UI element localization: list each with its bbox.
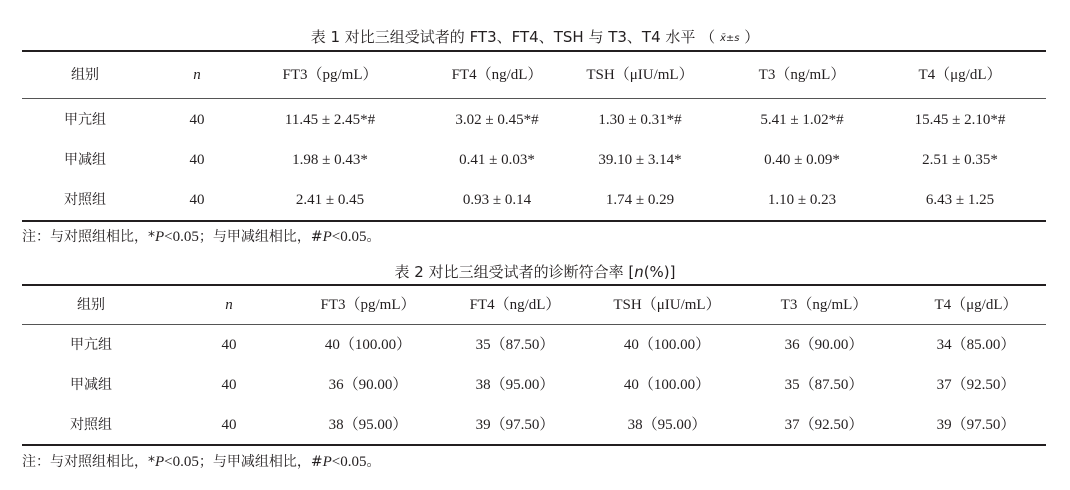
table1-note-p2: P	[322, 229, 332, 245]
table1-header-t3: T3（ng/mL）	[758, 67, 846, 83]
table2-cell-ft3: 40（100.00）	[324, 337, 412, 353]
table2-caption	[0, 261, 1070, 282]
table2-cell-ft3: 38（95.00）	[328, 417, 408, 433]
table-row	[0, 335, 1070, 355]
table1-header-group: 组别	[71, 67, 99, 83]
table1-cell-n: 40	[189, 112, 205, 128]
table1-caption-stat: x̄±s	[719, 33, 740, 44]
table1-caption-open: （	[700, 28, 716, 46]
table1-cell-t4: 15.45 ± 2.10*#	[914, 112, 1006, 128]
table1-cell-t4: 6.43 ± 1.25	[925, 192, 995, 208]
table2-cell-tsh: 40（100.00）	[623, 377, 711, 393]
table1-cell-t3: 1.10 ± 0.23	[767, 192, 837, 208]
table1-note-p1: P	[155, 229, 165, 245]
table1-cell-tsh: 1.74 ± 0.29	[605, 192, 675, 208]
table1-note-end: 。	[366, 229, 381, 245]
table1-cell-t4: 2.51 ± 0.35*	[922, 152, 998, 168]
table1-cell-group: 甲减组	[64, 152, 106, 168]
table1-caption	[0, 26, 1070, 47]
table1-cell-ft3: 11.45 ± 2.45*#	[284, 112, 376, 128]
table1-cell-tsh: 39.10 ± 3.14*	[598, 152, 682, 168]
table2-cell-tsh: 40（100.00）	[623, 337, 711, 353]
table1-note-prefix: 注：与对照组相比，*	[22, 229, 155, 245]
table2-cell-ft4: 39（97.50）	[475, 417, 555, 433]
table2-cell-t4: 39（97.50）	[936, 417, 1016, 433]
table-row	[0, 415, 1070, 435]
table1-cell-ft3: 2.41 ± 0.45	[295, 192, 365, 208]
table2-note-v1: <0.05	[164, 454, 199, 470]
table2-note-v2: <0.05	[331, 454, 367, 470]
table2-note-end: 。	[366, 454, 381, 470]
table1-header-tsh: TSH（μIU/mL）	[586, 67, 694, 83]
table2-note-p1: P	[155, 454, 165, 470]
table2-header-group: 组别	[77, 297, 105, 313]
table-row	[0, 190, 1070, 210]
table1-bottom-rule	[22, 220, 1046, 222]
table2-header-t3: T3（ng/mL）	[780, 297, 868, 313]
table2-cell-t3: 36（90.00）	[784, 337, 864, 353]
table1-header-n: n	[193, 67, 201, 83]
table1-cell-group: 甲亢组	[64, 112, 106, 128]
table2-footnote	[22, 452, 381, 472]
table1-cell-group: 对照组	[64, 192, 106, 208]
table1-note-v2: <0.05	[331, 229, 367, 245]
table2-note-p2: P	[322, 454, 332, 470]
table2-cell-t4: 34（85.00）	[936, 337, 1016, 353]
table2-header-n: n	[225, 297, 233, 313]
table2-cell-group: 甲减组	[70, 377, 112, 393]
table2-header-rule	[22, 324, 1046, 325]
table1-cell-n: 40	[189, 152, 205, 168]
table2-bottom-rule	[22, 444, 1046, 446]
table2-cell-n: 40	[221, 377, 237, 393]
table2-top-rule	[22, 284, 1046, 286]
table1-header-row	[0, 65, 1070, 85]
table2-cell-group: 对照组	[70, 417, 112, 433]
table1-cell-n: 40	[189, 192, 205, 208]
table1-note-v1: <0.05	[164, 229, 199, 245]
table2-header-row	[0, 295, 1070, 315]
table2-cell-ft3: 36（90.00）	[328, 377, 408, 393]
table1-header-ft4: FT4（ng/dL）	[451, 67, 543, 83]
table2-caption-suffix: (%)]	[643, 263, 676, 281]
table2-cell-t4: 37（92.50）	[936, 377, 1016, 393]
table-row	[0, 375, 1070, 395]
table1-caption-text: 表 1 对比三组受试者的 FT3、FT4、TSH 与 T3、T4 水平	[310, 28, 696, 46]
table2-header-ft3: FT3（pg/mL）	[320, 297, 416, 313]
table2-header-t4: T4（μg/dL）	[934, 297, 1018, 313]
table2-caption-n: n	[634, 263, 644, 281]
table1-caption-close: ）	[744, 28, 760, 46]
table1-header-ft3: FT3（pg/mL）	[282, 67, 378, 83]
table1-cell-t3: 0.40 ± 0.09*	[764, 152, 840, 168]
table2-cell-t3: 35（87.50）	[784, 377, 864, 393]
table1-top-rule	[22, 50, 1046, 52]
table1-cell-ft3: 1.98 ± 0.43*	[292, 152, 368, 168]
table2-cell-tsh: 38（95.00）	[627, 417, 707, 433]
table2-header-ft4: FT4（ng/dL）	[469, 297, 561, 313]
table2-cell-ft4: 38（95.00）	[475, 377, 555, 393]
table-row	[0, 110, 1070, 130]
table2-note-prefix: 注：与对照组相比，*	[22, 454, 155, 470]
table2-cell-t3: 37（92.50）	[784, 417, 864, 433]
table1-header-t4: T4（μg/dL）	[918, 67, 1002, 83]
table2-note-mid: ；与甲减组相比，#	[198, 454, 323, 470]
table2-caption-text: 表 2 对比三组受试者的诊断符合率 [	[394, 263, 635, 281]
table2-header-tsh: TSH（μIU/mL）	[613, 297, 721, 313]
table1-note-mid: ；与甲减组相比，#	[198, 229, 323, 245]
table2-cell-n: 40	[221, 417, 237, 433]
table1-cell-t3: 5.41 ± 1.02*#	[760, 112, 844, 128]
table2-cell-n: 40	[221, 337, 237, 353]
table2-cell-group: 甲亢组	[70, 337, 112, 353]
table1-cell-ft4: 3.02 ± 0.45*#	[455, 112, 539, 128]
table1-footnote	[22, 227, 381, 247]
table1-cell-ft4: 0.93 ± 0.14	[462, 192, 532, 208]
table-row	[0, 150, 1070, 170]
table1-cell-tsh: 1.30 ± 0.31*#	[598, 112, 682, 128]
table1-header-rule	[22, 98, 1046, 99]
table1-cell-ft4: 0.41 ± 0.03*	[459, 152, 535, 168]
table2-cell-ft4: 35（87.50）	[475, 337, 555, 353]
